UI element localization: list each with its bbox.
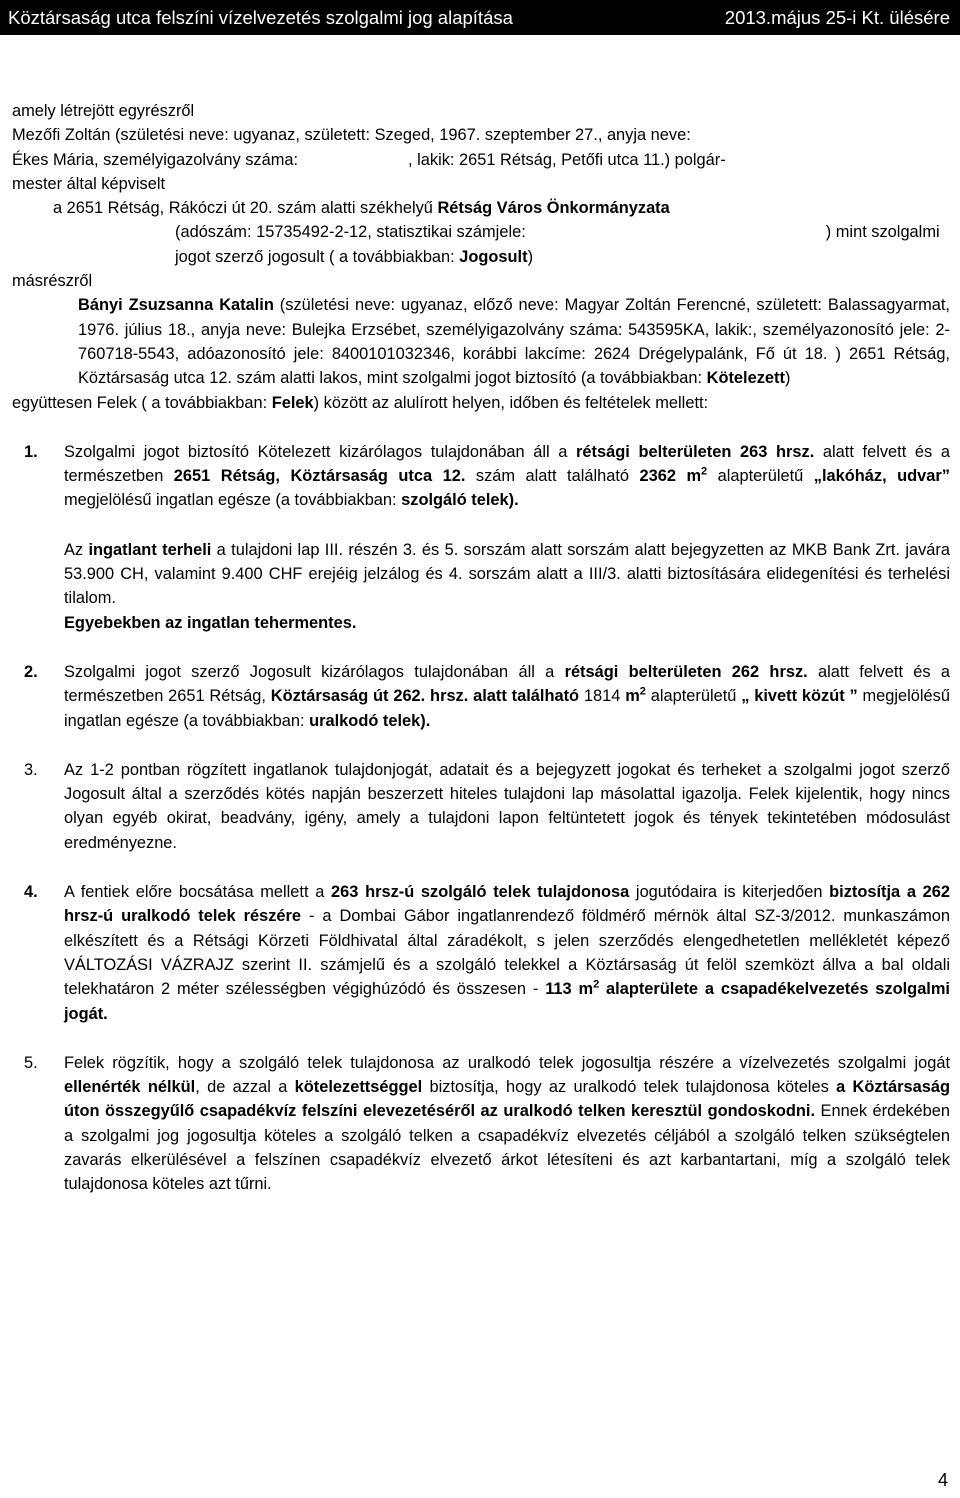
clause-1-para-2	[64, 538, 950, 611]
clause-3	[12, 758, 950, 855]
municipality-line	[53, 196, 950, 220]
together-text-a: együttesen Felek ( a továbbiakban:	[12, 393, 272, 412]
c5-b1: ellenérték nélkül	[64, 1078, 196, 1097]
together-text-b: ) között az alulírott helyen, időben és feltételek mellett:	[313, 393, 709, 412]
intro-line-4: mester által képviselt	[12, 174, 166, 193]
c4-b3: 113 m	[545, 980, 594, 999]
c4-t3: - a Dombai Gábor ingatlanrendező földmérő mérnök által SZ-3/2012. munkaszámon elkészített és a Rétsági Körzeti Földhivatal által záradékolt, s jelen szerződés elengedhetetlen mellékletét képező VÁLTOZÁSI VÁZRAJZ szerint II. számjelű és a szolgáló telekkel a Köztársaság út felöl szemközt állva a bal oldali telekhatáron 2 méter szélességben végighúzódó és összesen -	[64, 907, 950, 999]
clause-1-para-1	[64, 440, 950, 513]
c4-b1: 263 hrsz-ú szolgáló telek tulajdonosa	[331, 883, 630, 902]
intro-id-label: Ékes Mária, személyigazolvány száma:	[12, 150, 299, 169]
clause-1-number: 1.	[24, 442, 38, 461]
party2-label: másrészről	[12, 272, 93, 291]
tax-number-line	[175, 220, 950, 244]
c5-t1: Felek rögzítik, hogy a szolgáló telek tulajdonosa az uralkodó telek jogosultja részére a vízelvezetés szolgalmi jogát	[64, 1053, 950, 1072]
c2-t5: megjelölésű ingatlan egésze (a továbbiakban:	[64, 687, 950, 730]
c4-t1: A fentiek előre bocsátása mellett a	[64, 883, 332, 902]
clause-5-number: 5.	[24, 1053, 38, 1072]
c2-b1: rétsági belterületen 262 hrsz.	[564, 662, 808, 681]
c2-sup: 2	[639, 685, 646, 698]
clause-2	[12, 660, 950, 733]
document-body	[12, 99, 950, 1197]
intro-line-2: Mezőfi Zoltán (születési neve: ugyanaz, született: Szeged, 1967. szeptember 27., anyja neve:	[12, 126, 691, 145]
clause-1-para-3: Egyebekben az ingatlan tehermentes.	[64, 613, 357, 632]
c1-p2b: ingatlant terheli	[88, 540, 212, 559]
jogosult-close: )	[527, 247, 534, 266]
c1-b5: szolgáló telek).	[401, 491, 519, 510]
c1-t2: alatt felvett és a természetben	[64, 442, 951, 486]
c4-b4: alapterülete a csapadékelvezetés szolgalmi jogát.	[64, 980, 950, 1023]
c1-t1: Szolgalmi jogot biztosító Kötelezett kizárólagos tulajdonában áll a	[64, 442, 577, 461]
c2-t4: alapterületű	[645, 687, 742, 706]
party2-block	[78, 293, 950, 390]
c1-t4: alapterületű	[707, 467, 814, 486]
intro-line-3	[12, 148, 950, 172]
clause-3-para: Az 1-2 pontban rögzített ingatlanok tulajdonjogát, adatait és a bejegyzett jogokat és terheket a szolgalmi jogot szerző Jogosult által a szerződés kötés napján beszerzett hiteles tulajdoni lap másolattal igazolja. Felek kijelentik, hogy nincs olyan egyéb okirat, beadvány, igény, amely a tulajdoni lapon feltüntetett jogok és tények tekintetében módosulást eredményezne.	[64, 760, 950, 852]
c4-b2: biztosítja a 262 hrsz-ú uralkodó telek részére	[64, 883, 951, 926]
c2-b4: „ kivett közút ”	[741, 687, 858, 706]
jogosult-line	[175, 245, 950, 269]
c2-b2: Köztársaság út 262. hrsz. alatt található	[270, 687, 580, 706]
c2-b5: uralkodó telek).	[309, 711, 431, 730]
c2-b3: m	[625, 687, 640, 706]
c1-b2: 2651 Rétság, Köztársaság utca 12.	[173, 467, 466, 486]
felek-term: Felek	[271, 393, 314, 412]
c1-sup: 2	[701, 465, 708, 478]
municipality-name: Rétság Város Önkormányzata	[437, 199, 670, 218]
clause-4	[12, 880, 950, 1026]
clause-5	[12, 1051, 950, 1197]
jogosult-text: jogot szerző jogosult ( a továbbiakban:	[175, 247, 460, 266]
kotelezett-term: Kötelezett	[706, 369, 785, 388]
c2-t1: Szolgalmi jogot szerző Jogosult kizárólagos tulajdonában áll a	[64, 662, 565, 681]
c5-b2: kötelezettséggel	[294, 1078, 423, 1097]
header-date: 2013.május 25-i Kt. ülésére	[724, 7, 950, 28]
party2-close: )	[784, 369, 791, 388]
c1-b3: 2362 m	[639, 467, 702, 486]
clause-1	[12, 440, 950, 635]
c1-t5: megjelölésű ingatlan egésze (a továbbiakban:	[64, 491, 402, 510]
c1-b1: rétsági belterületen 263 hrsz.	[576, 442, 815, 461]
clause-2-number: 2.	[24, 662, 38, 681]
c1-p2a: Az	[64, 540, 89, 559]
c2-t2: alatt felvett és a természetben 2651 Rétság,	[64, 662, 951, 706]
party2-name: Bányi Zsuzsanna Katalin	[78, 296, 274, 315]
intro-address: , lakik: 2651 Rétság, Petőfi utca 11.) polgár-	[408, 150, 726, 169]
clause-4-para	[64, 880, 950, 1026]
header-title: Köztársaság utca felszíni vízelvezetés szolgalmi jog alapítása	[8, 7, 513, 28]
together-line	[12, 391, 950, 415]
tax-number: (adószám: 15735492-2-12, statisztikai számjele:	[175, 223, 526, 242]
c4-sup: 2	[593, 978, 600, 991]
c5-b3: a Köztársaság úton összegyűlő csapadékvíz felszíni elevezetéséről az uralkodó telken keresztül gondoskodni.	[64, 1078, 950, 1121]
c5-t2: , de azzal a	[195, 1078, 295, 1097]
clause-3-number: 3.	[24, 760, 38, 779]
c1-b4: „lakóház, udvar”	[813, 467, 950, 486]
c4-t2: jogutódaira is kiterjedően	[629, 883, 830, 902]
rights-role: ) mint szolgalmi	[825, 223, 940, 242]
jogosult-term: Jogosult	[459, 247, 528, 266]
c1-t3: szám alatt található	[465, 467, 640, 486]
municipality-address: a 2651 Rétság, Rákóczi út 20. szám alatti székhelyű	[53, 199, 438, 218]
clause-2-para	[64, 660, 950, 733]
c5-t3: biztosítja, hogy az uralkodó telek tulajdonosa köteles	[422, 1078, 837, 1097]
page-number: 4	[937, 1470, 948, 1490]
c1-p2c: a tulajdoni lap III. részén 3. és 5. sorszám alatt sorszám alatt bejegyzetten az MKB Bank Zrt. javára 53.900 CH, valamint 9.400 CHF erejéig jelzálog és 4. sorszám alatt a III/3. alatti biztosítására elidegenítési és terhelési tilalom.	[64, 540, 950, 608]
c5-t4: Ennek érdekében a szolgalmi jog jogosultja köteles a szolgáló telken a csapadékvíz elvezetés céljából a szolgáló telken szükségtelen zavarás elkerülésével a felszínen csapadékvíz elvezető árkot létesíteni és azt karbantartani, míg a szolgáló telek tulajdonosa köteles azt tűrni.	[64, 1102, 951, 1194]
clause-5-para	[64, 1051, 950, 1197]
clause-4-number: 4.	[24, 883, 38, 902]
c2-t3: 1814	[579, 687, 626, 706]
intro-line-1: amely létrejött egyrészről	[12, 102, 195, 120]
document-header	[0, 0, 960, 35]
party2-details: (születési neve: ugyanaz, előző neve: Magyar Zoltán Ferencné, született: Balassagyarmat, 1976. július 18., anyja neve: Bulejka Erzsébet, személyigazolvány száma: 543595KA, lakik:, személyazonosító jele: 2-760718-5543, adóazonosító jele: 8400101032346, korábbi lakcíme: 2624 Drégelypalánk, Fő út 18. ) 2651 Rétság, Köztársaság utca 12. szám alatti lakos, mint szolgalmi jogot biztosító (a továbbiakban:	[78, 296, 950, 388]
